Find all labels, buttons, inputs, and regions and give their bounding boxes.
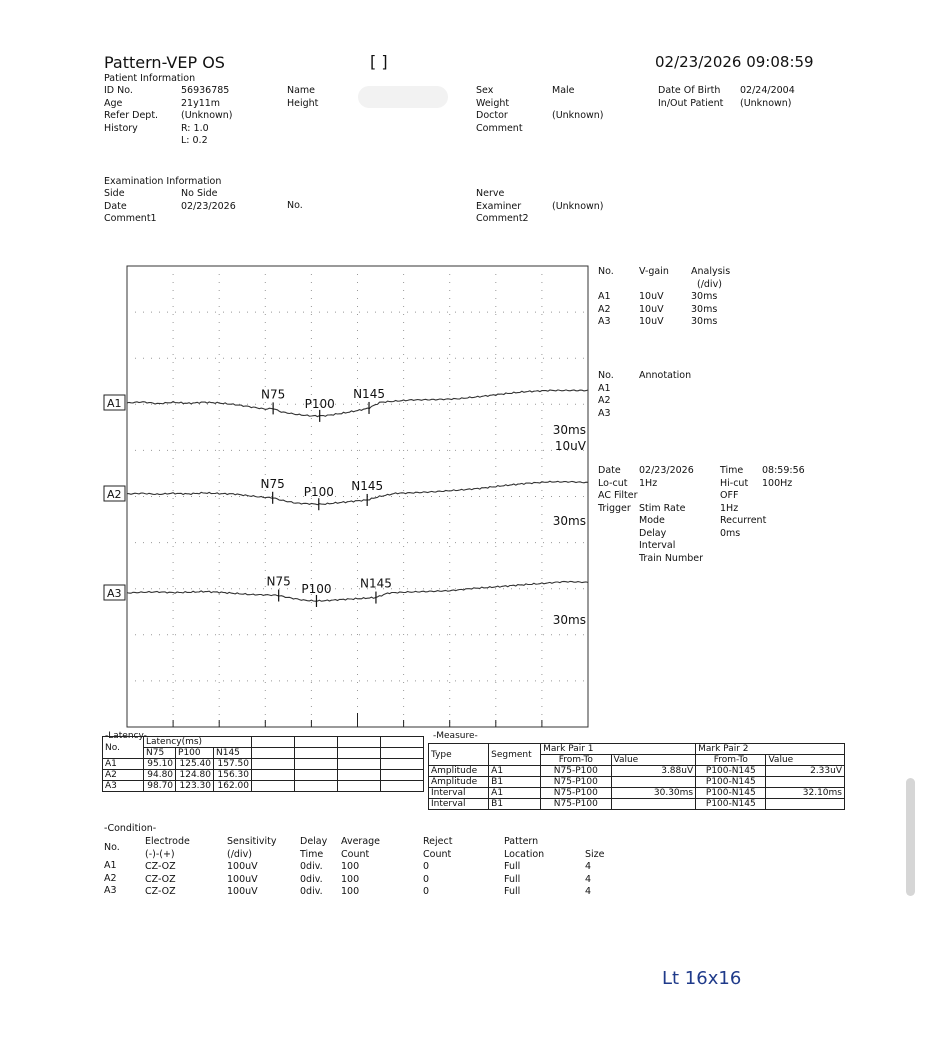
patient-labels-2: Name Height: [287, 85, 319, 109]
scale-label: 30ms: [552, 423, 586, 437]
chart-frame: [127, 266, 588, 727]
peak-label: P100: [303, 485, 334, 500]
scrollbar[interactable]: [906, 778, 915, 896]
table-row: A3 98.70 123.30 162.00: [103, 781, 424, 792]
gain-vgain-column: V-gain 10uV 10uV 10uV: [639, 266, 669, 327]
exam-values-1: No Side 02/23/2026: [181, 188, 236, 212]
condition-sensitivity-column: Sensitivity (/div) 100uV 100uV 100uV: [227, 836, 277, 897]
peak-label: N145: [351, 478, 384, 493]
exam-labels-2: Nerve Examiner Comment2: [476, 188, 529, 224]
peak-label: P100: [301, 581, 332, 596]
table-row: A2 94.80 124.80 156.30: [103, 770, 424, 781]
table-row: Amplitude B1 N75-P100 P100-N145: [429, 777, 845, 788]
peak-label: N75: [260, 476, 285, 491]
peak-label: N145: [353, 386, 385, 401]
condition-pattern-column: Pattern Location Full Full Full: [504, 836, 545, 897]
patient-values-3: Male (Unknown): [552, 85, 604, 121]
condition-delay-column: Delay Time 0div. 0div. 0div.: [300, 836, 328, 897]
exam-no-label: No.: [287, 200, 303, 211]
peak-label: P100: [304, 396, 335, 411]
stimulus-pattern-label: Lt 16x16: [662, 968, 742, 989]
settings-values: 02/23/2026 1Hz Stim Rate Mode Delay Interval Train Number: [639, 465, 703, 564]
patient-labels-3: Sex Weight Doctor Comment: [476, 85, 523, 134]
trace-A1: [104, 387, 588, 453]
patient-labels-4: Date Of Birth In/Out Patient: [658, 85, 724, 109]
latency-heading: -Latency-: [105, 731, 147, 741]
annotation-header: Annotation: [639, 370, 692, 381]
redacted-name: [358, 86, 448, 108]
measure-heading: -Measure-: [433, 731, 478, 741]
time-values: 08:59:56 100Hz: [762, 465, 805, 489]
patient-info-heading: Patient Information: [104, 73, 196, 84]
patient-values-1: 56936785 21y11m (Unknown) R: 1.0 L: 0.2: [181, 85, 233, 146]
exam-values-2: (Unknown): [552, 200, 604, 212]
waveform-line: [127, 581, 588, 601]
channel-label: A3: [107, 587, 122, 600]
latency-no-header: No.: [103, 737, 144, 759]
header-bracket: [ ]: [370, 52, 388, 71]
exam-info-heading: Examination Information: [104, 176, 222, 187]
patient-labels-1: ID No. Age Refer Dept. History: [104, 85, 159, 134]
peak-label: N75: [266, 574, 291, 589]
peak-label: N145: [359, 576, 392, 591]
gain-analysis-column: Analysis (/div) 30ms 30ms 30ms: [691, 266, 731, 327]
channel-label: A2: [107, 488, 122, 501]
peak-label: N75: [261, 387, 286, 402]
trace-A2: [104, 477, 588, 528]
condition-reject-column: Reject Count 0 0 0: [423, 836, 453, 897]
channel-label: A1: [107, 397, 122, 410]
scale-label: 10uV: [554, 439, 586, 453]
chart-axis-ticks: [173, 713, 542, 727]
condition-heading: -Condition-: [104, 823, 157, 834]
table-row: Interval B1 N75-P100 P100-N145: [429, 799, 845, 810]
latency-group-header: Latency(ms): [144, 737, 252, 748]
table-row: Interval A1 N75-P100 30.30ms P100-N145 32.10ms: [429, 788, 845, 799]
vep-waveform-chart: [100, 262, 590, 730]
scale-label: 30ms: [552, 613, 586, 627]
measure-table: Type Segment Mark Pair 1 Mark Pair 2 From-To Value From-To Value Amplitude A1 N75-P100 3.88uV P100-N145 2.33uV Amplitude B1 N75-P100 P100-N145 Interval A1 N75-P100 30.30ms P100-N145 32.10ms Interval B1 N75-P100 P100-N145: [428, 743, 845, 810]
table-row: A1 95.10 125.40 157.50: [103, 759, 424, 770]
header-datetime: 02/23/2026 09:08:59: [655, 53, 814, 71]
exam-labels-1: Side Date Comment1: [104, 188, 157, 224]
scale-label: 30ms: [552, 514, 586, 528]
gain-no-column: No. A1 A2 A3: [598, 266, 614, 327]
condition-average-column: Average Count 100 100 100: [341, 836, 381, 897]
settings-labels: Date Lo-cut AC Filter Trigger: [598, 465, 638, 514]
condition-no-column: No. A1 A2 A3: [104, 842, 120, 896]
patient-values-4: 02/24/2004 (Unknown): [740, 85, 795, 109]
page-title: Pattern-VEP OS: [104, 53, 225, 72]
condition-size-column: Size 4 4 4: [585, 848, 605, 897]
chart-grid: [127, 266, 588, 727]
condition-electrode-column: Electrode (-)-(+) CZ-OZ CZ-OZ CZ-OZ: [145, 836, 190, 897]
time-labels: Time Hi-cut OFF 1Hz Recurrent 0ms: [720, 465, 767, 539]
latency-table: No. Latency(ms) N75 P100 N145 A1 95.10 125.40 157.50 A2 94.80 124.80 156.30 A3 98.70 123.30 162.00: [102, 736, 424, 792]
annotation-no-column: No. A1 A2 A3: [598, 370, 614, 419]
table-row: Amplitude A1 N75-P100 3.88uV P100-N145 2.33uV: [429, 766, 845, 777]
chart-traces: [104, 387, 588, 627]
trace-A3: [104, 575, 588, 627]
